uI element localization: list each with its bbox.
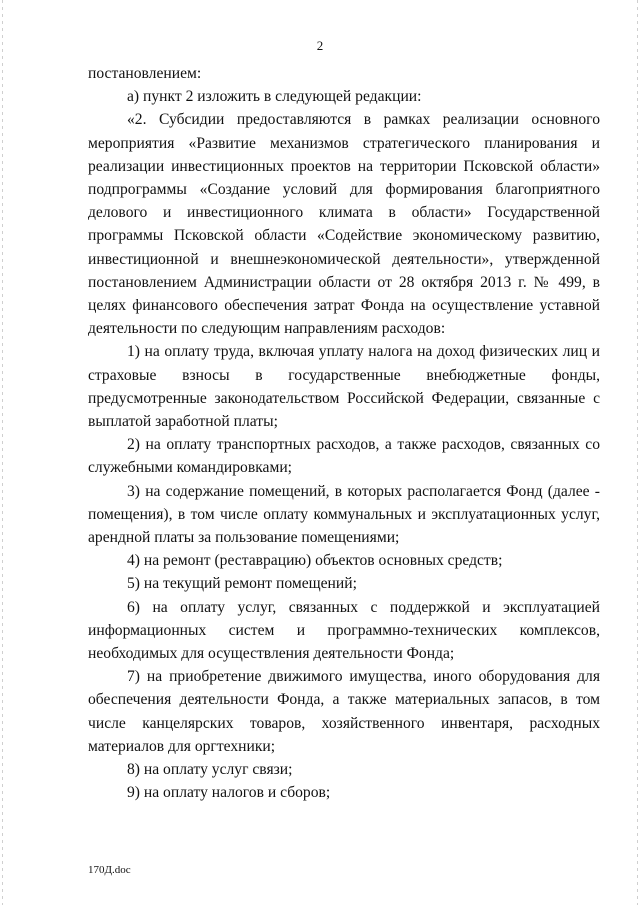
paragraph: постановлением: xyxy=(88,65,202,82)
list-item: 3) на содержание помещений, в которых располагается Фонд (далее - помещения), в том числе оплату коммунальных и эксплуатационных услуг, арендной платы за пользование помещениями; xyxy=(88,482,600,547)
scan-edge-right xyxy=(637,0,638,905)
list-item: 9) на оплату налогов и сборов; xyxy=(127,784,331,802)
scan-edge-left xyxy=(2,0,3,905)
list-item: 2) на оплату транспортных расходов, а также расходов, связанных со служебными командировками; xyxy=(88,436,600,477)
footer-filename: 170Д.doc xyxy=(88,864,131,876)
list-item: 7) на приобретение движимого имущества, иного оборудования для обеспечения деятельности Фонда, а также материальных запасов, в том числе канцелярских товаров, хозяйственного инвентаря, расходных материалов для оргтехники; xyxy=(88,668,600,755)
document-body xyxy=(88,62,600,805)
list-item: 5) на текущий ремонт помещений; xyxy=(127,575,357,593)
paragraph: а) пункт 2 изложить в следующей редакции: xyxy=(127,88,422,106)
paragraph: «2. Субсидии предоставляются в рамках реализации основного мероприятия «Развитие механизмов стратегического планирования и реализации инвестиционных проектов на территории Псковской области» подпрограммы «Создание условий для формирования благоприятного делового и инвестиционного климата в области» Государственной программы Псковской области «Содействие экономическому развитию, инвестиционной и внешнеэкономической деятельности», утвержденной постановлением Администрации области от 28 октября 2013 г. № 499, в целях финансового обеспечения затрат Фонда на осуществление уставной деятельности по следующим направлениям расходов: xyxy=(88,111,600,338)
list-item: 8) на оплату услуг связи; xyxy=(127,761,293,779)
page-number: 2 xyxy=(316,38,324,53)
list-item: 6) на оплату услуг, связанных с поддержкой и эксплуатацией информационных систем и программно-технических комплексов, необходимых для осуществления деятельности Фонда; xyxy=(88,598,600,663)
list-item: 4) на ремонт (реставрацию) объектов основных средств; xyxy=(127,552,503,570)
list-item: 1) на оплату труда, включая уплату налога на доход физических лиц и страховые взносы в государственные внебюджетные фонды, предусмотренные законодательством Российской Федерации, связанные с выплатой заработной платы; xyxy=(88,343,600,431)
